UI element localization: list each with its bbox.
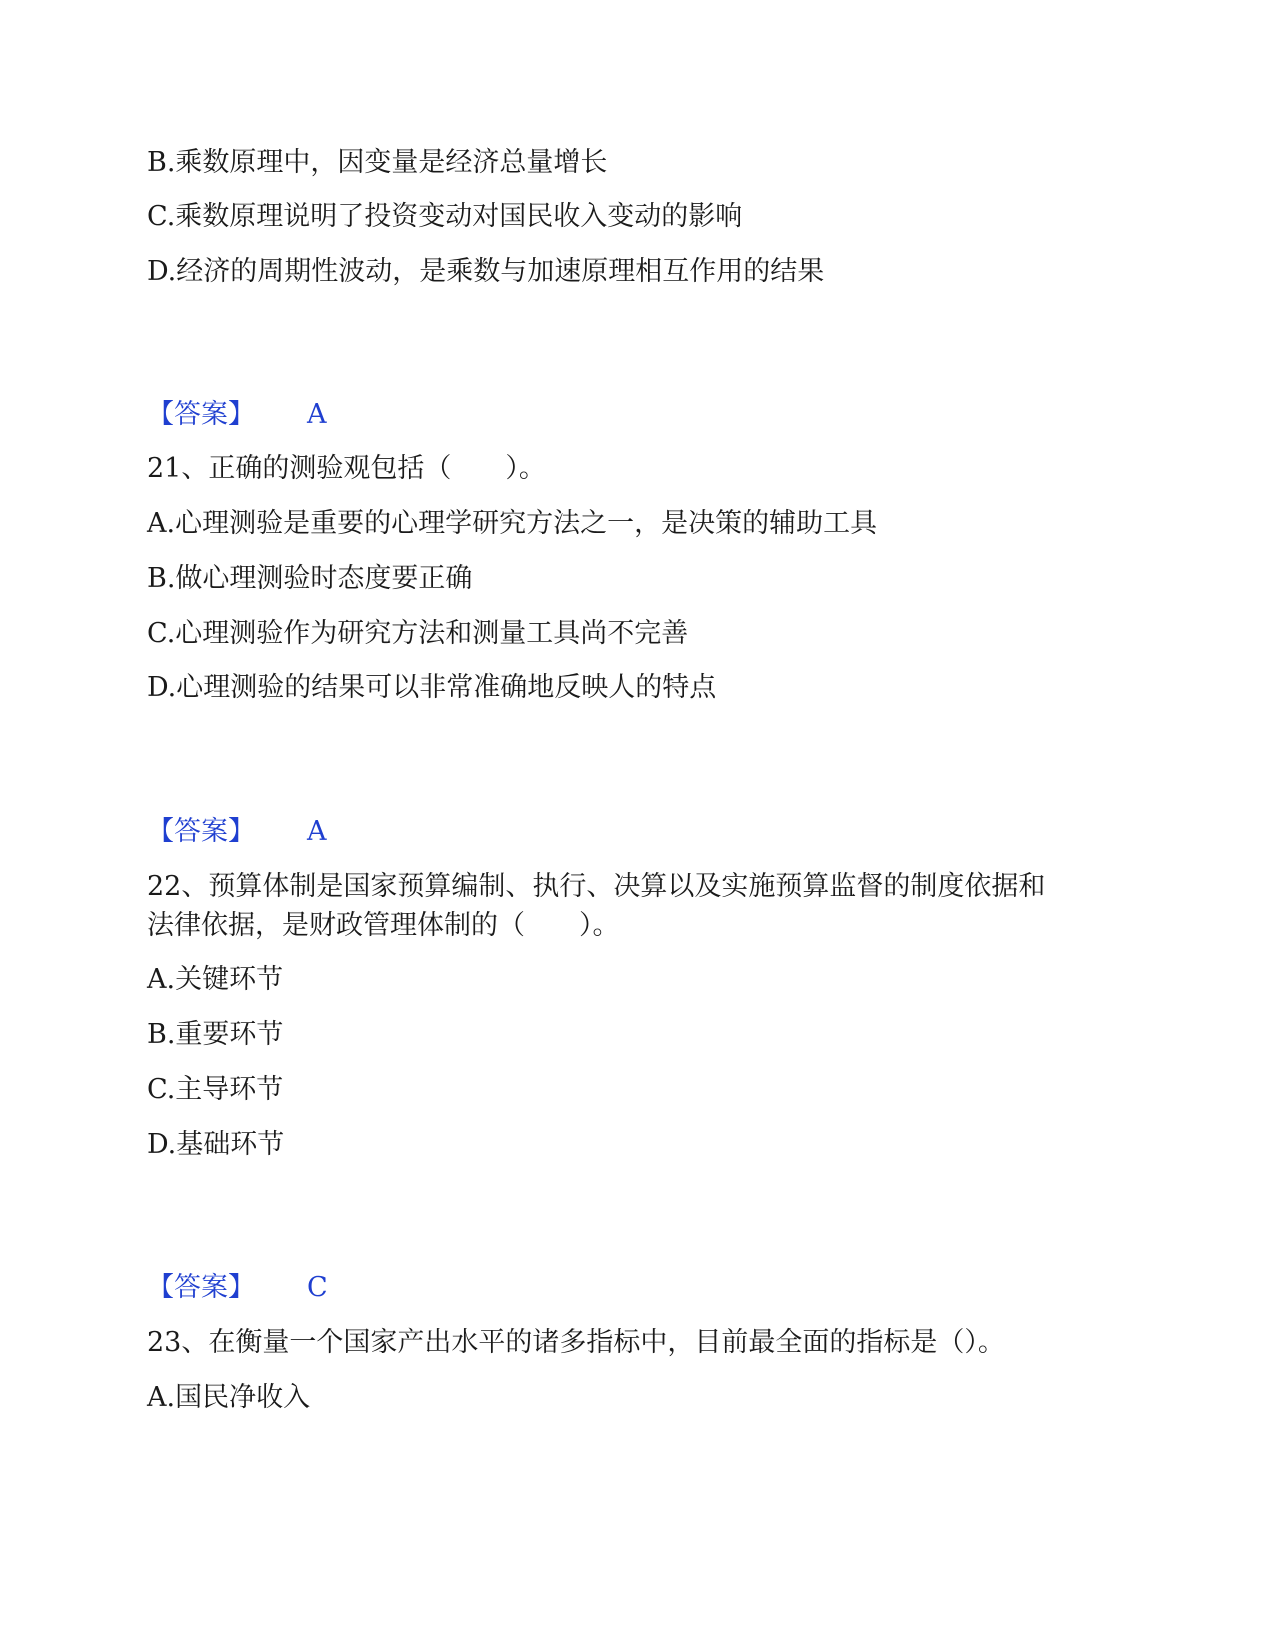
q20-option-c: C.乘数原理说明了投资变动对国民收入变动的影响: [147, 201, 743, 232]
q22-option-b: B.重要环节: [147, 1019, 284, 1050]
q22-option-c: C.主导环节: [147, 1074, 284, 1105]
answer-label: 【答案】: [147, 399, 255, 430]
q20-option-b: B.乘数原理中，因变量是经济总量增长: [147, 147, 608, 178]
q23-option-a: A.国民净收入: [147, 1382, 311, 1413]
q22-option-d: D.基础环节: [147, 1129, 285, 1160]
answer-value: A: [307, 816, 327, 847]
q21-option-c: C.心理测验作为研究方法和测量工具尚不完善: [147, 618, 689, 649]
q21-answer: [147, 815, 327, 849]
answer-value: A: [307, 399, 327, 430]
q20-option-d: D.经济的周期性波动，是乘数与加速原理相互作用的结果: [147, 256, 825, 287]
q20-answer: [147, 398, 327, 432]
q23-stem: 23、在衡量一个国家产出水平的诸多指标中，目前最全面的指标是（）。: [147, 1327, 1005, 1358]
answer-value: C: [307, 1272, 328, 1303]
q22-stem-line2: 法律依据，是财政管理体制的（ ）。: [147, 910, 620, 941]
answer-label: 【答案】: [147, 1272, 255, 1303]
q22-option-a: A.关键环节: [147, 964, 284, 995]
answer-label: 【答案】: [147, 816, 255, 847]
q21-stem: 21、正确的测验观包括（ ）。: [147, 453, 546, 484]
q21-option-a: A.心理测验是重要的心理学研究方法之一，是决策的辅助工具: [147, 508, 878, 539]
q21-option-b: B.做心理测验时态度要正确: [147, 563, 473, 594]
q22-answer: [147, 1271, 328, 1305]
q21-option-d: D.心理测验的结果可以非常准确地反映人的特点: [147, 672, 717, 703]
q22-stem-line1: 22、预算体制是国家预算编制、执行、决算以及实施预算监督的制度依据和: [147, 871, 1046, 902]
